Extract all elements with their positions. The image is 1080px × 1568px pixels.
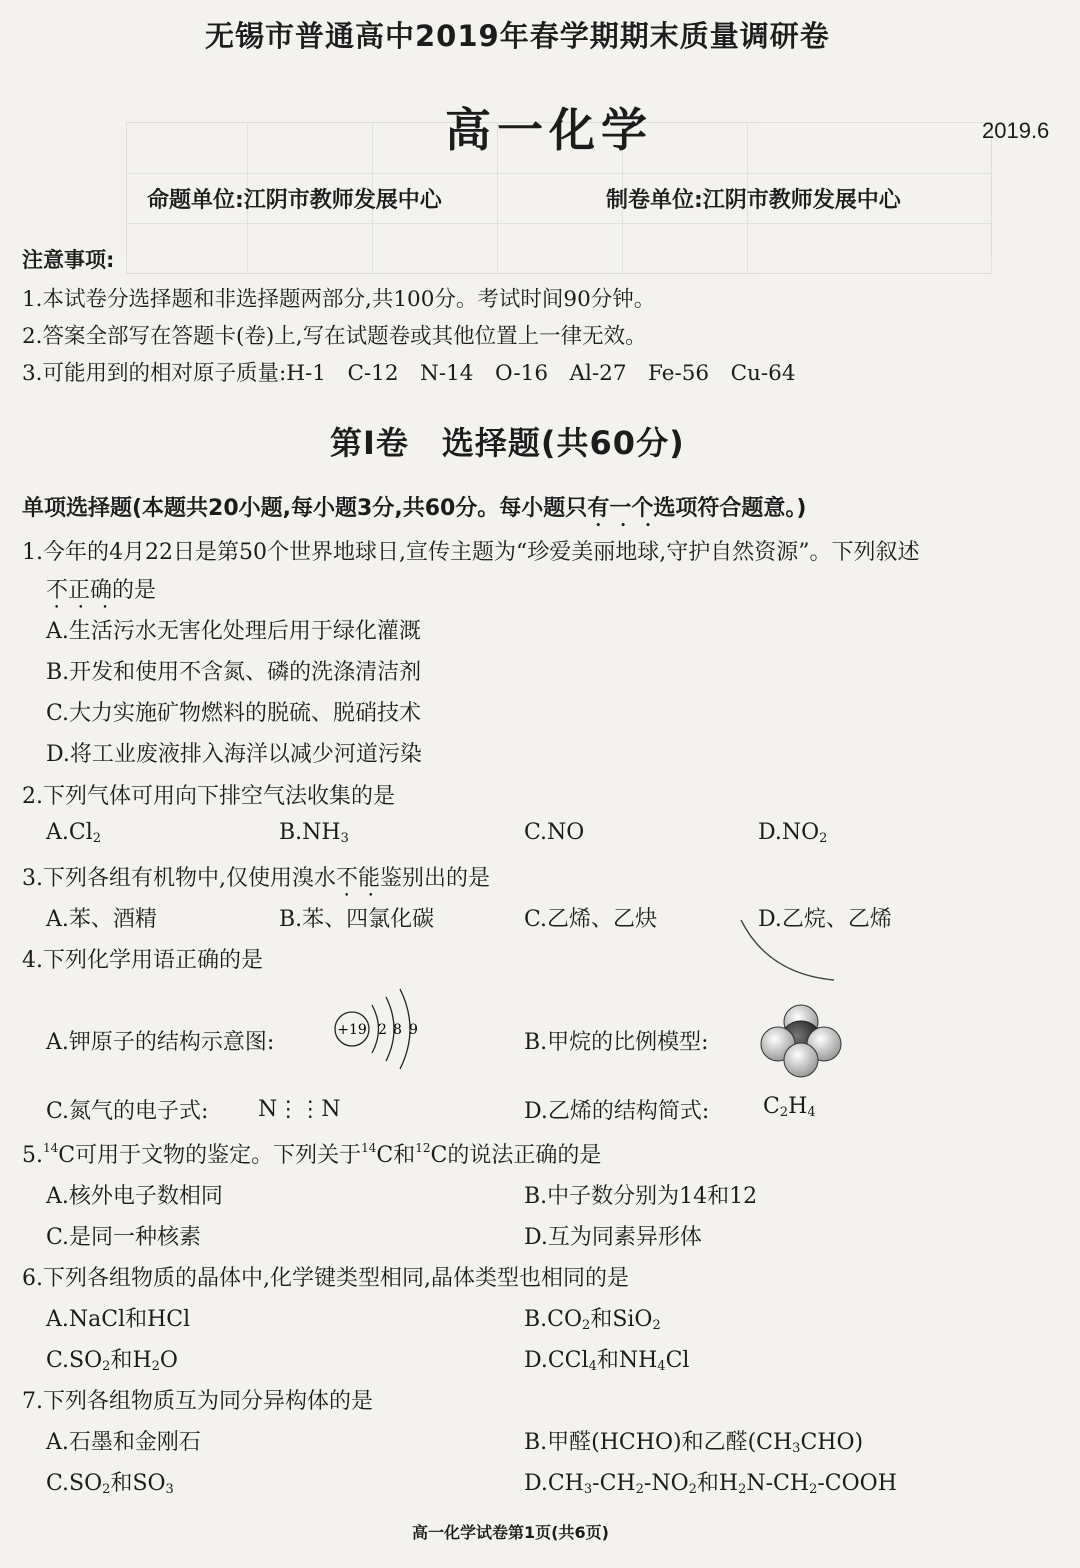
emphasis-mark: 有一个 • • • — [587, 496, 653, 521]
q1-stem-cont: 不正确 • • •的是 — [46, 573, 156, 604]
q6-option-c: $C.SO_2$和$H_2O$ — [46, 1348, 178, 1374]
q4-option-a: A.钾原子的结构示意图: — [46, 1030, 275, 1055]
q4-stem: 4.下列化学用语正确的是 — [22, 948, 263, 973]
q3-option-a: A.苯、酒精 — [46, 907, 157, 932]
q3-option-c: C.乙烯、乙炔 — [524, 907, 658, 932]
atom-nucleus-label: +19 — [337, 1022, 367, 1038]
q4-option-c: C.氮气的电子式: — [46, 1099, 209, 1124]
shell-electron-count: 2 — [378, 1022, 387, 1038]
q5-option-c: C.是同一种核素 — [46, 1225, 202, 1250]
q1-option-c: C.大力实施矿物燃料的脱硫、脱硝技术 — [46, 701, 422, 726]
subject-title: 高一化学 — [445, 103, 653, 157]
q5-option-b: B.中子数分别为14和12 — [524, 1184, 758, 1209]
note-item: 3.可能用到的相对原子质量:H-1 C-12 N-14 O-16 Al-27 Fe-56 Cu-64 — [22, 361, 796, 386]
section-title: 第Ⅰ卷 选择题(共60分) — [330, 424, 685, 462]
q3-option-b: B.苯、四氯化碳 — [279, 907, 435, 932]
q5-stem: 5.14C可用于文物的鉴定。下列关于$^{14}$C和$^{12}$C的说法正确的是 — [22, 1141, 602, 1168]
q2-option-d: $D.NO_2$ — [758, 820, 828, 846]
emphasis-mark: 不正确 • • • — [46, 578, 112, 603]
exam-header-title: 无锡市普通高中2019年春学期期末质量调研卷 — [205, 19, 830, 53]
q1-option-a: A.生活污水无害化处理后用于绿化灌溉 — [46, 619, 421, 644]
q5-option-a: A.核外电子数相同 — [46, 1184, 223, 1209]
q6-stem: 6.下列各组物质的晶体中,化学键类型相同,晶体类型也相同的是 — [22, 1266, 629, 1291]
q4-option-b: B.甲烷的比例模型: — [524, 1030, 709, 1055]
pencil-mark — [738, 912, 838, 982]
q1-stem: 1.今年的4月22日是第50个世界地球日,宣传主题为“珍爱美丽地球,守护自然资源”。下列叙述 — [22, 540, 920, 565]
q1-option-b: B.开发和使用不含氮、磷的洗涤清洁剂 — [46, 660, 422, 685]
q3-stem: 3.下列各组有机物中,仅使用溴水不能 • •鉴别出的是 — [22, 861, 490, 892]
q4-option-d: D.乙烯的结构简式: — [524, 1099, 710, 1124]
maker-unit: 制卷单位:江阴市教师发展中心 — [606, 188, 901, 213]
q7-option-b: B.甲醛(HCHO)和乙醛$(CH_3CHO)$ — [524, 1430, 864, 1456]
q2-option-a: $A.Cl_2$ — [46, 820, 102, 846]
nitrogen-electron-formula: N⋮⋮N — [258, 1097, 341, 1122]
emphasis-mark: 不能 • • — [336, 866, 380, 891]
shell-electron-count: 8 — [393, 1022, 402, 1038]
shell-electron-count: 9 — [409, 1022, 418, 1038]
potassium-atom-diagram — [330, 985, 430, 1075]
q3-option-d: D.乙烷、乙烯 — [758, 907, 892, 932]
q2-option-b: $B.NH_3$ — [279, 820, 349, 846]
q7-option-c: $C.SO_2$和$SO_3$ — [46, 1471, 174, 1497]
q7-option-a: A.石墨和金刚石 — [46, 1430, 201, 1455]
q6-option-a: A.NaCl和HCl — [46, 1307, 191, 1332]
q2-option-c: C.NO — [524, 820, 585, 845]
ethylene-formula: $C_2H_4$ — [763, 1094, 816, 1120]
q7-option-d: $D.CH_3-CH_2-NO_2$和$H_2N-CH_2$-COOH — [524, 1471, 897, 1497]
q6-option-d: D.CCl$_4$和$NH_4Cl$ — [524, 1348, 690, 1374]
page-footer: 高一化学试卷第1页(共6页) — [412, 1523, 609, 1542]
q6-option-b: $B.CO_2$和SiO$_2$ — [524, 1307, 661, 1333]
q7-stem: 7.下列各组物质互为同分异构体的是 — [22, 1389, 373, 1414]
notes-heading: 注意事项: — [22, 248, 115, 272]
note-item: 2.答案全部写在答题卡(卷)上,写在试题卷或其他位置上一律无效。 — [22, 324, 647, 349]
exam-date: 2019.6 — [982, 118, 1050, 143]
q5-option-d: D.互为同素异形体 — [524, 1225, 702, 1250]
q2-stem: 2.下列气体可用向下排空气法收集的是 — [22, 784, 395, 809]
methane-space-filling-model — [758, 1002, 844, 1080]
setter-unit: 命题单位:江阴市教师发展中心 — [147, 188, 442, 213]
section-instruction: 单项选择题(本题共20小题,每小题3分,共60分。每小题只有一个 • • •选项符合题意。) — [22, 491, 806, 522]
q1-option-d: D.将工业废液排入海洋以减少河道污染 — [46, 742, 422, 767]
note-item: 1.本试卷分选择题和非选择题两部分,共100分。考试时间90分钟。 — [22, 287, 656, 312]
